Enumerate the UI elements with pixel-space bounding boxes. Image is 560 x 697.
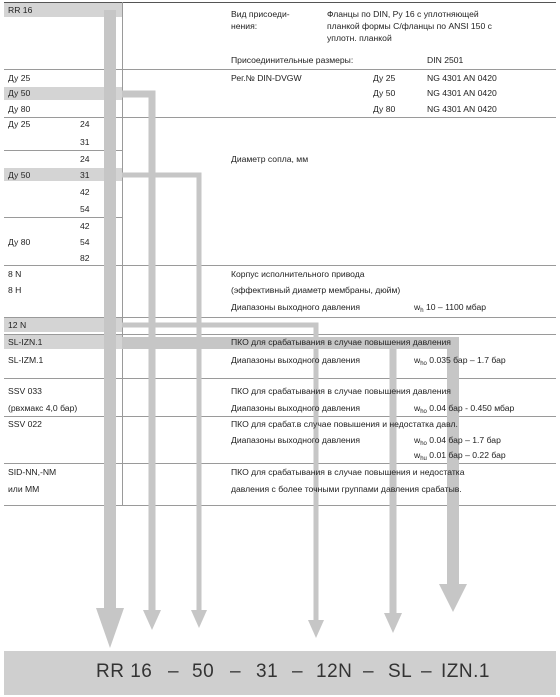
reg-label: Рег.№ DIN-DVGW bbox=[231, 73, 302, 83]
arrow-31-head bbox=[191, 610, 207, 628]
slizn-text: ПКО для срабатывания в случае повышения давления bbox=[231, 337, 451, 347]
reg-dn: Ду 25 bbox=[8, 73, 31, 83]
slizn-range-label: Диапазоны выходного давления bbox=[231, 355, 361, 365]
ssv022-text: ПКО для срабат.в случае повышения и недостатка давл. bbox=[231, 419, 458, 429]
nozzle-size: 31 bbox=[80, 170, 90, 180]
ssv033-text: ПКО для срабатывания в случае повышения давления bbox=[231, 386, 451, 396]
arrow-31-horizontal bbox=[122, 173, 202, 178]
order-code-part: 31 bbox=[256, 661, 279, 682]
reg-dn: Ду 50 bbox=[8, 88, 31, 98]
order-code-part: 50 bbox=[192, 661, 215, 682]
dimensions-value: DIN 2501 bbox=[427, 55, 464, 65]
connection-label: Вид присоеди- bbox=[231, 9, 290, 19]
arrow-sl-head bbox=[384, 613, 402, 633]
nozzle-dn: Ду 25 bbox=[8, 119, 31, 129]
actuator-range-label: Диапазоны выходного давления bbox=[231, 302, 361, 312]
slizn-code: SL-IZN.1 bbox=[8, 337, 43, 347]
header-code: RR 16 bbox=[8, 5, 33, 15]
order-code-dash: – bbox=[421, 661, 433, 682]
slizn-code: SL-IZM.1 bbox=[8, 355, 44, 365]
actuator-text: Корпус исполнительного привода bbox=[231, 269, 365, 279]
actuator-range-value: $w_h$ 10 – 1100 мбар bbox=[414, 302, 487, 314]
ssv033-code: SSV 033 bbox=[8, 386, 42, 396]
dimensions-label: Присоединительные размеры: bbox=[231, 55, 354, 65]
order-code-dash: – bbox=[292, 661, 304, 682]
nozzle-size: 24 bbox=[80, 154, 90, 164]
ssv022-code: SSV 022 bbox=[8, 419, 42, 429]
actuator-code: 8 H bbox=[8, 285, 22, 295]
connection-text: планкой формы С/фланцы по ANSI 150 с bbox=[327, 21, 492, 31]
nozzle-size: 24 bbox=[80, 119, 90, 129]
arrow-31-shaft bbox=[197, 173, 202, 611]
nozzle-size: 42 bbox=[80, 187, 90, 197]
nozzle-dn: Ду 50 bbox=[8, 170, 31, 180]
ssv022-range-value: $w_{ho}$ 0.04 бар – 1.7 бар bbox=[414, 435, 501, 447]
arrow-rr16-head bbox=[96, 608, 124, 648]
reg-row-dn: Ду 50 bbox=[373, 88, 396, 98]
order-code-dash: – bbox=[230, 661, 242, 682]
arrow-dn50-head bbox=[143, 610, 161, 630]
order-code-dash: – bbox=[363, 661, 375, 682]
sid-text: ПКО для срабатывания в случае повышения и недостатка bbox=[231, 467, 465, 477]
order-code-part: SL bbox=[388, 661, 413, 682]
order-code-part: 12N bbox=[316, 661, 353, 682]
reg-dn: Ду 80 bbox=[8, 104, 31, 114]
actuator-code: 8 N bbox=[8, 269, 22, 279]
order-code-dash: – bbox=[168, 661, 180, 682]
ssv022-range-label: Диапазоны выходного давления bbox=[231, 435, 361, 445]
arrow-izn-head bbox=[439, 584, 467, 612]
order-code-part: IZN.1 bbox=[441, 661, 490, 682]
actuator-text: (эффективный диаметр мембраны, дюйм) bbox=[231, 285, 401, 295]
nozzle-size: 42 bbox=[80, 221, 90, 231]
connection-text: уплотн. планкой bbox=[327, 33, 392, 43]
connection-label: нения: bbox=[231, 21, 258, 31]
reg-row-value: NG 4301 AN 0420 bbox=[427, 104, 497, 114]
arrow-12n-horizontal bbox=[122, 323, 319, 328]
sid-code: или MM bbox=[8, 484, 40, 494]
reg-row-value: NG 4301 AN 0420 bbox=[427, 88, 497, 98]
ssv033-code: (pвхмакс 4,0 бар) bbox=[8, 403, 78, 413]
nozzle-size: 54 bbox=[80, 237, 90, 247]
order-code-part: RR 16 bbox=[96, 661, 153, 682]
slizn-range-value: $w_{ho}$ 0.035 бар – 1.7 бар bbox=[414, 355, 506, 367]
nozzle-label: Диаметр сопла, мм bbox=[231, 154, 309, 164]
ssv033-range-label: Диапазоны выходного давления bbox=[231, 403, 361, 413]
arrow-rr16-shaft bbox=[104, 10, 116, 610]
reg-row-value: NG 4301 AN 0420 bbox=[427, 73, 497, 83]
actuator-code-12n: 12 N bbox=[8, 320, 27, 330]
nozzle-size: 31 bbox=[80, 137, 90, 147]
arrow-dn50-shaft bbox=[149, 91, 156, 611]
connection-text: Фланцы по DIN, Ру 16 с уплотняющей bbox=[327, 9, 479, 19]
sid-text: давления с более точными группами давления срабатыв. bbox=[231, 484, 462, 494]
reg-row-dn: Ду 25 bbox=[373, 73, 396, 83]
ssv033-range-value: $w_{ho}$ 0.04 бар - 0.450 мбар bbox=[414, 403, 515, 415]
reg-row-dn: Ду 80 bbox=[373, 104, 396, 114]
sid-code: SID-NN,-NM bbox=[8, 467, 57, 477]
arrow-12n-head bbox=[308, 620, 324, 638]
nozzle-size: 82 bbox=[80, 253, 90, 263]
nozzle-size: 54 bbox=[80, 204, 90, 214]
ssv022-range-value: $w_{hu}$ 0.01 бар – 0.22 бар bbox=[414, 450, 506, 462]
nozzle-dn: Ду 80 bbox=[8, 237, 31, 247]
